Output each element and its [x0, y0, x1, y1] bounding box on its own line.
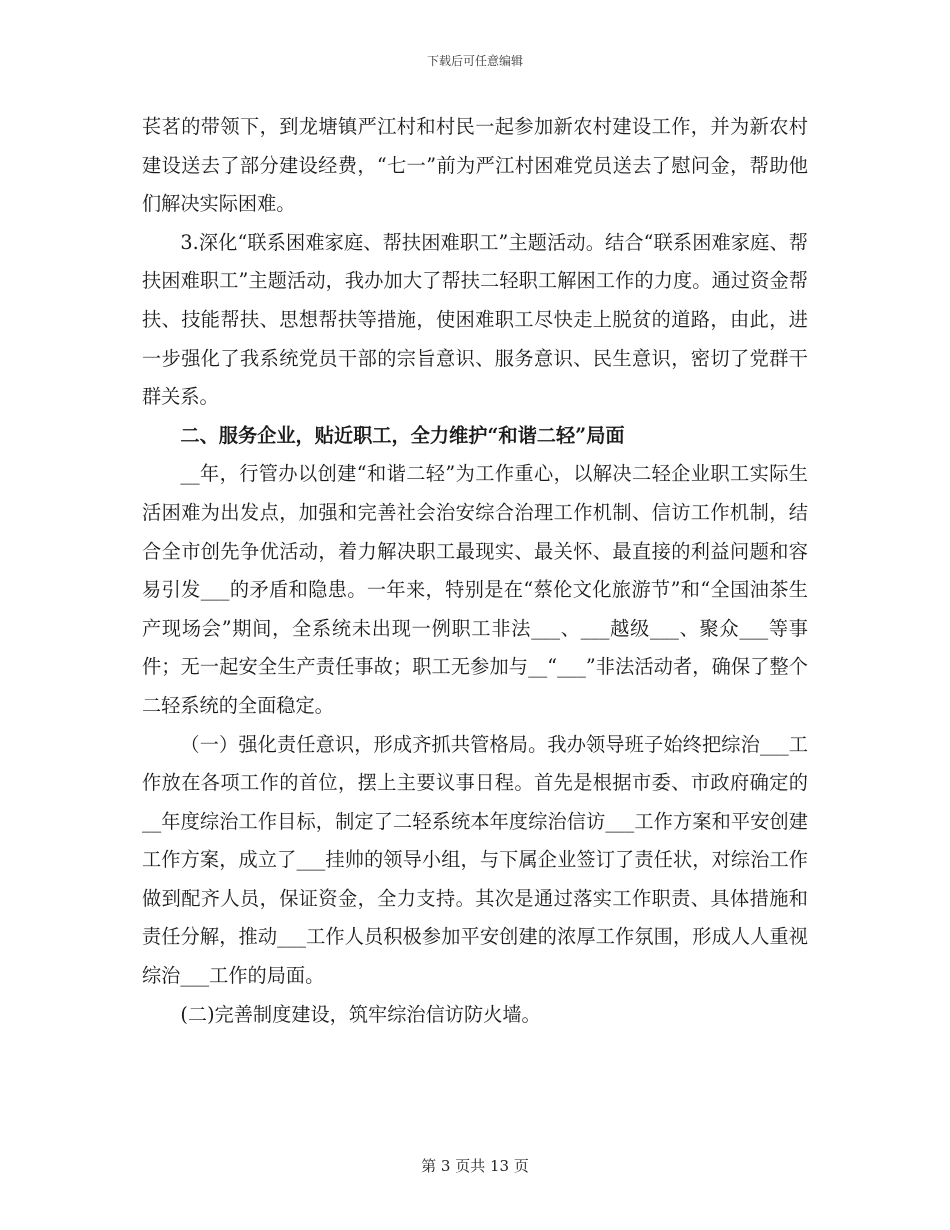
paragraph-subsection-2: (二)完善制度建设，筑牢综治信访防火墙。	[180, 1002, 541, 1026]
section-heading: 二、服务企业，贴近职工，全力维护“和谐二轻”局面	[180, 423, 625, 447]
paragraph-section-intro: __年，行管办以创建“和谐二轻”为工作重心，以解决二轻企业职工实际生活困难为出发点，加强和完善社会治安综合治理工作机制、信访工作机制，结合全市创先争优活动，着力解决职工最现实、最关怀、最直接的利益问题和容易引发___的矛盾和隐患。一年来，特别是在“蔡伦文化旅游节”和“全国油茶生产现场会”期间，全系统未出现一例职工非法___、___越级___、聚众___等事件；无一起安全生产责任事故；职工无参加与__“___”非法活动者，确保了整个二轻系统的全面稳定。	[142, 462, 808, 717]
page-header: 下载后可任意编辑	[426, 54, 523, 68]
page-footer: 第 3 页共 13 页	[421, 1157, 529, 1175]
paragraph-continuation: 苌茗的带领下，到龙塘镇严江村和村民一起参加新农村建设工作，并为新农村建设送去了部分建设经费，“七一”前为严江村困难党员送去了慰问金，帮助他们解决实际困难。	[142, 115, 808, 216]
paragraph-subsection-1: （一）强化责任意识，形成齐抓共管格局。我办领导班子始终把综治___工作放在各项工作的首位，摆上主要议事日程。首先是根据市委、市政府确定的__年度综治工作目标，制定了二轻系统本年度综治信访___工作方案和平安创建工作方案，成立了___挂帅的领导小组，与下属企业签订了责任状，对综治工作做到配齐人员，保证资金，全力支持。其次是通过落实工作职责、具体措施和责任分解，推动___工作人员积极参加平安创建的浓厚工作氛围，形成人人重视综治___工作的局面。	[142, 732, 808, 988]
paragraph-item-3: 3.深化“联系困难家庭、帮扶困难职工”主题活动。结合“联系困难家庭、帮扶困难职工”主题活动，我办加大了帮扶二轻职工解困工作的力度。通过资金帮扶、技能帮扶、思想帮扶等措施，使困难职工尽快走上脱贫的道路，由此，进一步强化了我系统党员干部的宗旨意识、服务意识、民生意识，密切了党群干群关系。	[142, 230, 808, 409]
document-body	[142, 108, 808, 1034]
